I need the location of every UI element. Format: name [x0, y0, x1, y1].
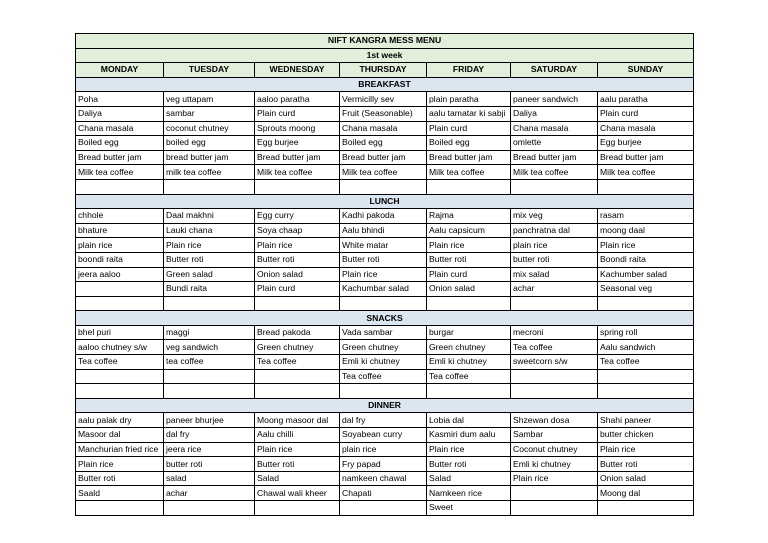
menu-cell [76, 282, 164, 297]
menu-cell: aalu paratha [598, 92, 694, 107]
menu-cell: Green chutney [340, 340, 427, 355]
menu-cell: Soyabean curry [340, 428, 427, 443]
menu-cell: plain rice [511, 238, 598, 253]
table-row [76, 428, 694, 443]
menu-cell [598, 369, 694, 384]
menu-cell: Plain rice [164, 238, 255, 253]
menu-cell: Manchurian fried rice [76, 442, 164, 457]
menu-cell: Fruit (Seasonable) [340, 106, 427, 121]
menu-cell [340, 384, 427, 399]
table-row [76, 486, 694, 501]
menu-cell: Shahi paneer [598, 413, 694, 428]
table-row [76, 457, 694, 472]
menu-cell: achar [511, 282, 598, 297]
menu-cell: Plain rice [427, 442, 511, 457]
menu-cell [255, 296, 340, 311]
menu-cell: butter roti [511, 252, 598, 267]
menu-cell: Plain rice [511, 471, 598, 486]
menu-cell: Salad [427, 471, 511, 486]
menu-cell: Bundi raita [164, 282, 255, 297]
table-row [76, 442, 694, 457]
menu-cell: Boondi raita [598, 252, 694, 267]
menu-cell: Plain rice [427, 238, 511, 253]
week-label: 1st week [76, 48, 694, 63]
section-row-dinner [76, 398, 694, 413]
menu-cell: Poha [76, 92, 164, 107]
menu-cell: Bread butter jam [511, 150, 598, 165]
menu-cell: Sprouts moong [255, 121, 340, 136]
day-header-wednesday: WEDNESDAY [255, 63, 340, 78]
menu-cell: Bread butter jam [76, 150, 164, 165]
menu-body [76, 34, 694, 516]
menu-cell: milk tea coffee [164, 165, 255, 180]
menu-cell: boondi raita [76, 252, 164, 267]
section-header-lunch: LUNCH [76, 194, 694, 209]
menu-cell: Soya chaap [255, 223, 340, 238]
menu-cell: Chana masala [598, 121, 694, 136]
menu-cell [255, 501, 340, 516]
menu-cell: Egg burjee [598, 136, 694, 151]
menu-cell [340, 501, 427, 516]
menu-cell: sweetcorn s/w [511, 355, 598, 370]
menu-cell [598, 296, 694, 311]
menu-cell: boiled egg [164, 136, 255, 151]
menu-cell [76, 369, 164, 384]
menu-cell: veg sandwich [164, 340, 255, 355]
menu-cell: paneer sandwich [511, 92, 598, 107]
menu-cell: aalu palak dry [76, 413, 164, 428]
menu-cell: chhole [76, 209, 164, 224]
menu-cell: plain paratha [427, 92, 511, 107]
menu-cell: Milk tea coffee [598, 165, 694, 180]
menu-title: NIFT KANGRA MESS MENU [76, 34, 694, 49]
menu-cell: Chana masala [511, 121, 598, 136]
menu-cell: bhel puri [76, 325, 164, 340]
menu-cell: Chana masala [76, 121, 164, 136]
menu-cell: Masoor dal [76, 428, 164, 443]
menu-cell: Lauki chana [164, 223, 255, 238]
menu-cell: Tea coffee [598, 355, 694, 370]
table-row [76, 413, 694, 428]
menu-cell: Aalu sandwich [598, 340, 694, 355]
menu-cell: veg uttapam [164, 92, 255, 107]
menu-cell: achar [164, 486, 255, 501]
menu-cell: Aalu capsicum [427, 223, 511, 238]
menu-cell [511, 384, 598, 399]
menu-cell: panchratna dal [511, 223, 598, 238]
menu-cell [164, 296, 255, 311]
menu-cell: mecroni [511, 325, 598, 340]
menu-cell: Tea coffee [255, 355, 340, 370]
menu-cell: Onion salad [427, 282, 511, 297]
table-row [76, 252, 694, 267]
menu-cell: Moong dal [598, 486, 694, 501]
table-row [76, 355, 694, 370]
menu-cell: Tea coffee [76, 355, 164, 370]
menu-cell: Milk tea coffee [76, 165, 164, 180]
section-header-breakfast: BREAKFAST [76, 77, 694, 92]
menu-cell: Milk tea coffee [255, 165, 340, 180]
menu-cell: Saald [76, 486, 164, 501]
menu-cell [427, 179, 511, 194]
menu-cell: Kachumbar salad [340, 282, 427, 297]
menu-cell: Green chutney [255, 340, 340, 355]
menu-cell: sambar [164, 106, 255, 121]
menu-cell: jeera aaloo [76, 267, 164, 282]
menu-cell [164, 384, 255, 399]
menu-cell [76, 501, 164, 516]
table-row [76, 209, 694, 224]
menu-cell: Vada sambar [340, 325, 427, 340]
menu-cell: Butter roti [255, 457, 340, 472]
menu-cell: Moong masoor dal [255, 413, 340, 428]
menu-cell [511, 501, 598, 516]
menu-cell: Boiled egg [76, 136, 164, 151]
menu-cell: Butter roti [427, 252, 511, 267]
menu-cell: Rajma [427, 209, 511, 224]
menu-cell [255, 369, 340, 384]
menu-cell: Milk tea coffee [340, 165, 427, 180]
menu-cell: Aalu chilli [255, 428, 340, 443]
table-row [76, 223, 694, 238]
menu-cell: moong daal [598, 223, 694, 238]
menu-cell: butter roti [164, 457, 255, 472]
title-row [76, 34, 694, 49]
menu-cell: Kachumber salad [598, 267, 694, 282]
menu-cell [164, 501, 255, 516]
menu-cell: Boiled egg [340, 136, 427, 151]
menu-cell: Seasonal veg [598, 282, 694, 297]
section-row-breakfast [76, 77, 694, 92]
menu-cell: Daal makhni [164, 209, 255, 224]
menu-cell: Tea coffee [340, 369, 427, 384]
menu-cell [255, 179, 340, 194]
menu-cell: Boiled egg [427, 136, 511, 151]
menu-cell [164, 179, 255, 194]
day-header-monday: MONDAY [76, 63, 164, 78]
menu-cell: plain rice [340, 442, 427, 457]
menu-cell: Plain rice [255, 238, 340, 253]
menu-cell [598, 179, 694, 194]
table-row [76, 238, 694, 253]
menu-cell: omlette [511, 136, 598, 151]
menu-cell: bhature [76, 223, 164, 238]
menu-cell: Chana masala [340, 121, 427, 136]
menu-cell: Plain curd [427, 121, 511, 136]
menu-cell: burgar [427, 325, 511, 340]
day-header-thursday: THURSDAY [340, 63, 427, 78]
table-row [76, 501, 694, 516]
menu-cell: Tea coffee [511, 340, 598, 355]
menu-cell: Plain rice [598, 238, 694, 253]
menu-cell: Plain rice [340, 267, 427, 282]
menu-cell: maggi [164, 325, 255, 340]
menu-cell: Salad [255, 471, 340, 486]
menu-cell: Plain curd [598, 106, 694, 121]
menu-cell: bread butter jam [164, 150, 255, 165]
section-header-dinner: DINNER [76, 398, 694, 413]
table-row [76, 106, 694, 121]
menu-cell [511, 486, 598, 501]
menu-cell: Bread butter jam [598, 150, 694, 165]
menu-cell: Kadhi pakoda [340, 209, 427, 224]
menu-cell: aaloo chutney s/w [76, 340, 164, 355]
table-row [76, 121, 694, 136]
menu-cell: mix salad [511, 267, 598, 282]
menu-cell: Namkeen rice [427, 486, 511, 501]
menu-cell: Egg curry [255, 209, 340, 224]
menu-cell: Chapati [340, 486, 427, 501]
menu-cell: Kasmiri dum aalu [427, 428, 511, 443]
menu-cell: aaloo paratha [255, 92, 340, 107]
menu-cell: Onion salad [598, 471, 694, 486]
section-row-lunch [76, 194, 694, 209]
days-row [76, 63, 694, 78]
menu-cell: Emli ki chutney [511, 457, 598, 472]
menu-cell: dal fry [164, 428, 255, 443]
section-header-snacks: SNACKS [76, 311, 694, 326]
menu-cell: Butter roti [598, 457, 694, 472]
menu-cell: Plain rice [76, 457, 164, 472]
menu-cell: tea coffee [164, 355, 255, 370]
menu-cell: Butter roti [76, 471, 164, 486]
menu-cell [76, 296, 164, 311]
menu-cell [511, 179, 598, 194]
menu-cell: Bread butter jam [340, 150, 427, 165]
menu-cell: Green salad [164, 267, 255, 282]
day-header-friday: FRIDAY [427, 63, 511, 78]
menu-cell: Chawal wali kheer [255, 486, 340, 501]
menu-cell: salad [164, 471, 255, 486]
menu-cell: Egg burjee [255, 136, 340, 151]
menu-cell: dal fry [340, 413, 427, 428]
menu-cell [76, 384, 164, 399]
menu-cell [511, 369, 598, 384]
menu-cell [511, 296, 598, 311]
mess-menu-table [75, 33, 694, 516]
menu-cell: Vermicilly sev [340, 92, 427, 107]
table-row [76, 92, 694, 107]
menu-cell: spring roll [598, 325, 694, 340]
menu-cell: Plain curd [427, 267, 511, 282]
menu-cell: Milk tea coffee [427, 165, 511, 180]
day-header-saturday: SATURDAY [511, 63, 598, 78]
table-row [76, 340, 694, 355]
menu-cell: Plain rice [255, 442, 340, 457]
menu-cell: rasam [598, 209, 694, 224]
table-row [76, 369, 694, 384]
menu-cell: mix veg [511, 209, 598, 224]
menu-cell: Sambar [511, 428, 598, 443]
menu-cell: Fry papad [340, 457, 427, 472]
menu-cell: Bread butter jam [255, 150, 340, 165]
menu-cell: Plain curd [255, 282, 340, 297]
menu-cell: Aalu bhindi [340, 223, 427, 238]
menu-cell [598, 384, 694, 399]
menu-cell: coconut chutney [164, 121, 255, 136]
menu-cell: Plain rice [598, 442, 694, 457]
menu-cell [76, 179, 164, 194]
menu-cell: Milk tea coffee [511, 165, 598, 180]
table-row [76, 136, 694, 151]
table-row [76, 165, 694, 180]
menu-cell: Plain curd [255, 106, 340, 121]
menu-cell: Coconut chutney [511, 442, 598, 457]
menu-cell [340, 179, 427, 194]
menu-cell: butter chicken [598, 428, 694, 443]
menu-cell: plain rice [76, 238, 164, 253]
menu-cell [427, 384, 511, 399]
menu-cell: Butter roti [164, 252, 255, 267]
table-row [76, 150, 694, 165]
section-row-snacks [76, 311, 694, 326]
menu-cell: Lobia dal [427, 413, 511, 428]
menu-cell [255, 384, 340, 399]
menu-cell: Green chutney [427, 340, 511, 355]
table-row [76, 325, 694, 340]
menu-cell: aalu tamatar ki sabji [427, 106, 511, 121]
menu-cell: Butter roti [427, 457, 511, 472]
menu-cell [164, 369, 255, 384]
table-row [76, 471, 694, 486]
menu-cell: jeera rice [164, 442, 255, 457]
menu-cell: Emli ki chutney [427, 355, 511, 370]
menu-cell: Onion salad [255, 267, 340, 282]
menu-cell: namkeen chawal [340, 471, 427, 486]
menu-cell: White matar [340, 238, 427, 253]
menu-cell: Bread pakoda [255, 325, 340, 340]
menu-cell: Shzewan dosa [511, 413, 598, 428]
table-row [76, 296, 694, 311]
menu-cell: Daliya [511, 106, 598, 121]
week-row [76, 48, 694, 63]
menu-cell: Butter roti [340, 252, 427, 267]
menu-cell: Butter roti [255, 252, 340, 267]
menu-cell: Tea coffee [427, 369, 511, 384]
table-row [76, 267, 694, 282]
table-row [76, 179, 694, 194]
menu-cell: Emli ki chutney [340, 355, 427, 370]
menu-cell: Sweet [427, 501, 511, 516]
menu-cell [598, 501, 694, 516]
menu-cell: paneer bhurjee [164, 413, 255, 428]
table-row [76, 384, 694, 399]
day-header-tuesday: TUESDAY [164, 63, 255, 78]
table-row [76, 282, 694, 297]
day-header-sunday: SUNDAY [598, 63, 694, 78]
menu-cell: Bread butter jam [427, 150, 511, 165]
menu-cell [427, 296, 511, 311]
menu-cell: Daliya [76, 106, 164, 121]
menu-cell [340, 296, 427, 311]
